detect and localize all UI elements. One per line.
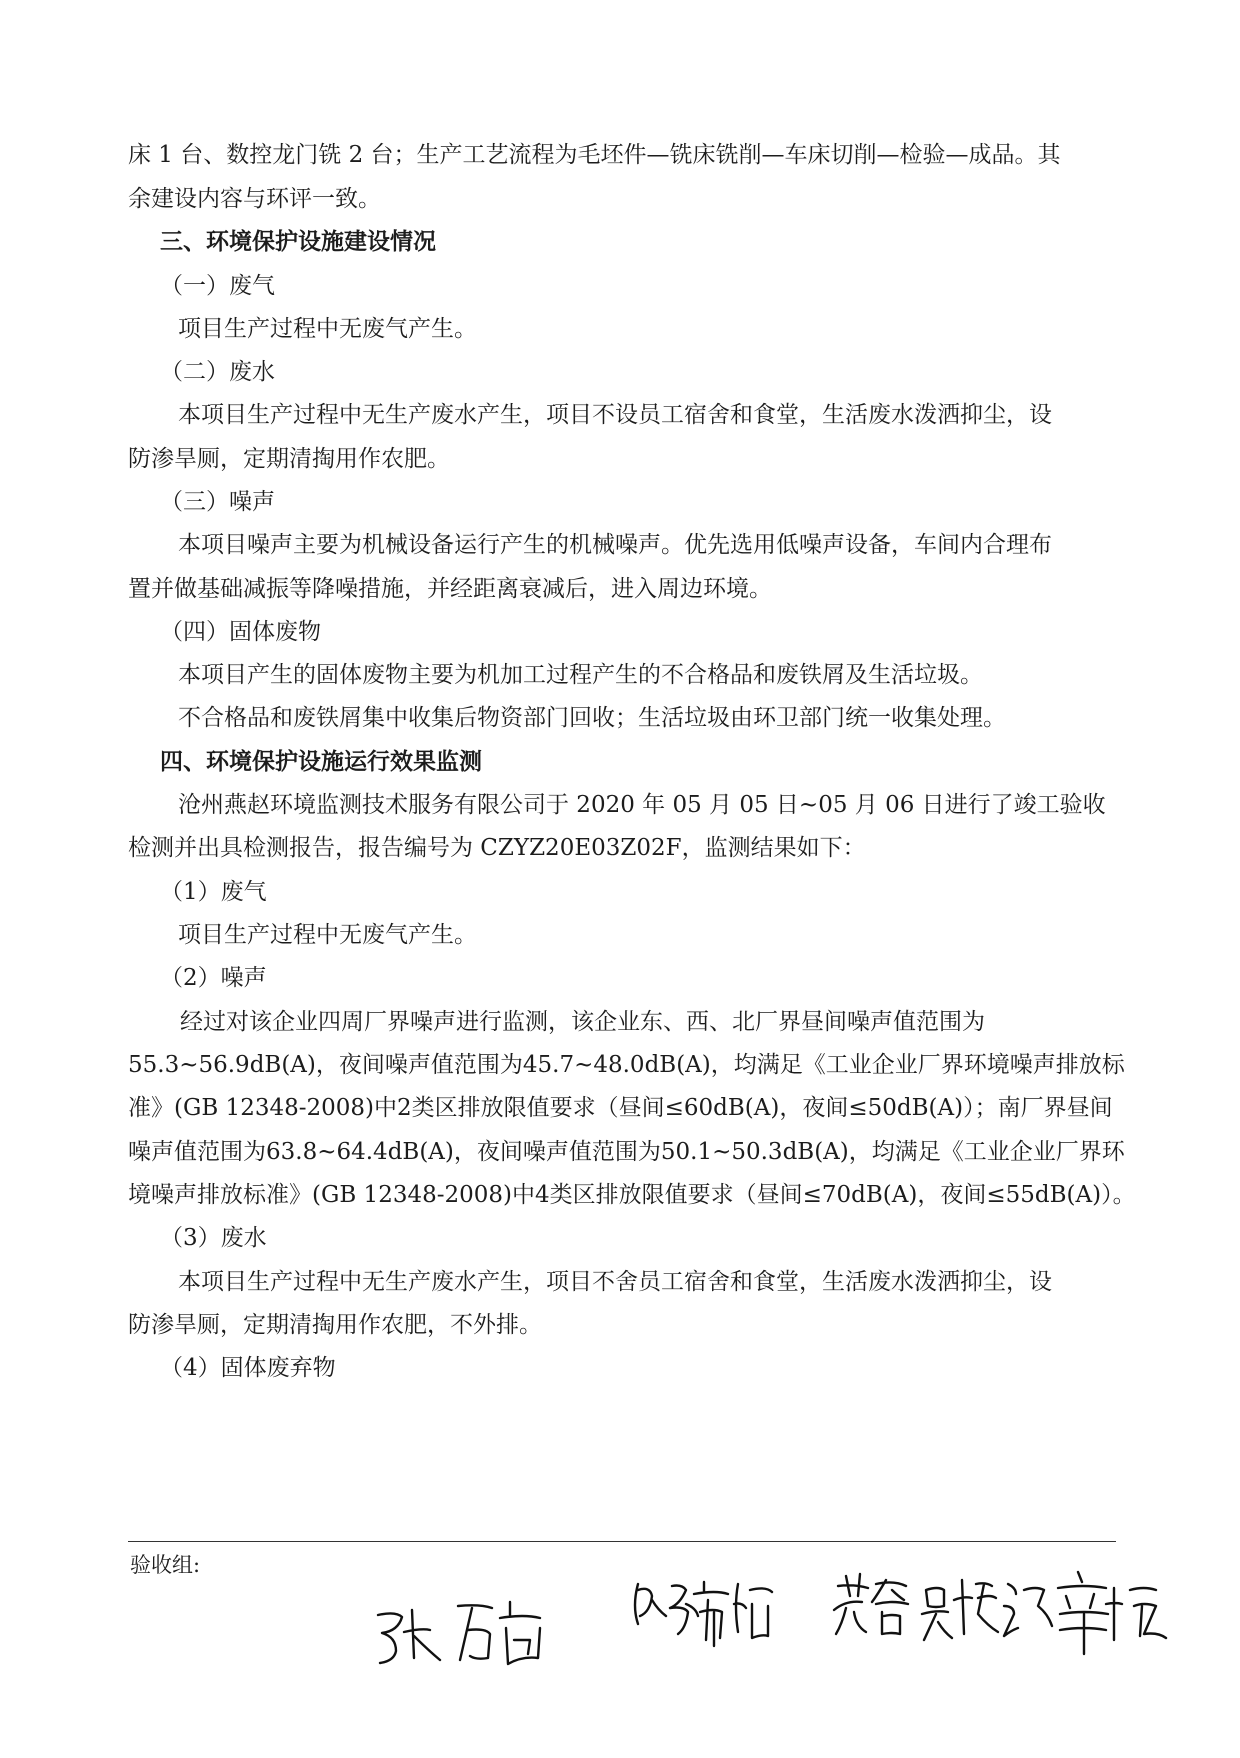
handwritten-signature xyxy=(834,1574,908,1634)
body-text-line: 床 1 台、数控龙门铣 2 台；生产工艺流程为毛坯件—铣床铣削—车床切削—检验—成品。其 xyxy=(128,142,1061,168)
signature-area xyxy=(0,1560,1240,1754)
body-text-line: 防渗旱厕，定期清掏用作农肥，不外排。 xyxy=(128,1312,542,1338)
handwritten-signature xyxy=(1058,1572,1166,1654)
handwritten-signature xyxy=(922,1580,1052,1640)
body-text-line: 余建设内容与环评一致。 xyxy=(128,186,381,212)
subsection-heading: （二）废水 xyxy=(160,359,275,385)
body-text-line: 沧州燕赵环境监测技术服务有限公司于 2020 年 05 月 05 日~05 月 06 日进行了竣工验收 xyxy=(178,792,1106,818)
subsection-heading: （一）废气 xyxy=(160,273,275,299)
body-text-line: 置并做基础减振等降噪措施，并经距离衰减后，进入周边环境。 xyxy=(128,576,772,602)
body-text-line: 55.3~56.9dB(A)，夜间噪声值范围为45.7~48.0dB(A)，均满足《工业企业厂界环境噪声排放标 xyxy=(128,1052,1125,1078)
handwritten-signature xyxy=(378,1602,540,1664)
body-text-line: 境噪声排放标准》(GB 12348-2008)中4类区排放限值要求（昼间≤70dB(A)，夜间≤55dB(A)）。 xyxy=(128,1182,1136,1208)
body-text-line: 噪声值范围为63.8~64.4dB(A)，夜间噪声值范围为50.1~50.3dB(A)，均满足《工业企业厂界环 xyxy=(128,1139,1125,1165)
acceptance-group-label: 验收组: xyxy=(130,1553,201,1577)
body-text-line: 项目生产过程中无废气产生。 xyxy=(178,922,477,948)
body-text-line: 准》(GB 12348-2008)中2类区排放限值要求（昼间≤60dB(A)，夜间≤50dB(A)）；南厂界昼间 xyxy=(128,1095,1113,1121)
section-heading: 三、环境保护设施建设情况 xyxy=(160,228,436,255)
body-text-line: 防渗旱厕，定期清掏用作农肥。 xyxy=(128,446,450,472)
section-heading: 四、环境保护设施运行效果监测 xyxy=(160,748,482,775)
subsection-heading: （4）固体废弃物 xyxy=(160,1355,336,1381)
footer-divider xyxy=(128,1541,1116,1542)
subsection-heading: （三）噪声 xyxy=(160,489,275,515)
body-text-line: 项目生产过程中无废气产生。 xyxy=(178,316,477,342)
body-text-line: 不合格品和废铁屑集中收集后物资部门回收；生活垃圾由环卫部门统一收集处理。 xyxy=(178,705,1006,731)
handwritten-signature xyxy=(635,1582,772,1646)
body-text-line: 本项目生产过程中无生产废水产生，项目不设员工宿舍和食堂，生活废水泼洒抑尘，设 xyxy=(178,402,1052,428)
subsection-heading: （2）噪声 xyxy=(160,965,267,991)
body-text-line: 检测并出具检测报告，报告编号为 CZYZ20E03Z02F，监测结果如下： xyxy=(128,835,866,861)
subsection-heading: （四）固体废物 xyxy=(160,619,321,645)
subsection-heading: （3）废水 xyxy=(160,1225,267,1251)
body-text-line: 经过对该企业四周厂界噪声进行监测，该企业东、西、北厂界昼间噪声值范围为 xyxy=(180,1009,985,1035)
subsection-heading: （1）废气 xyxy=(160,879,267,905)
body-text-line: 本项目生产过程中无生产废水产生，项目不舍员工宿舍和食堂，生活废水泼洒抑尘，设 xyxy=(178,1269,1052,1295)
body-text-line: 本项目产生的固体废物主要为机加工过程产生的不合格品和废铁屑及生活垃圾。 xyxy=(178,662,983,688)
body-text-line: 本项目噪声主要为机械设备运行产生的机械噪声。优先选用低噪声设备，车间内合理布 xyxy=(178,532,1052,558)
